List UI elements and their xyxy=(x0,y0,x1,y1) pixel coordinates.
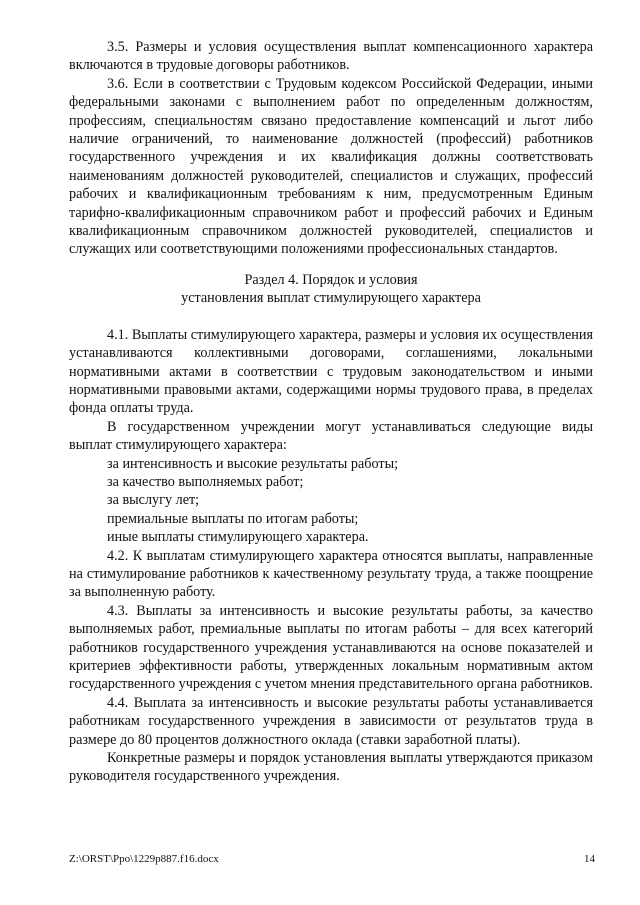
document-body xyxy=(69,38,593,786)
paragraph-types-intro: В государственном учреждении могут устанавливаться следующие виды выплат стимулирующего характера: xyxy=(69,418,593,454)
section-heading-line-1: Раздел 4. Порядок и условия xyxy=(244,271,418,288)
paragraph-4-1: 4.1. Выплаты стимулирующего характера, размеры и условия их осуществления устанавливаются коллективными договорами, соглашениями, локальными нормативными актами в соответствии с трудовым законодательством и иными нормативными правовыми актами, содержащими нормы трудового права, в пределах фонда оплаты труда. xyxy=(69,326,593,417)
paragraph-4-4: 4.4. Выплата за интенсивность и высокие результаты работы устанавливается работникам государственного учреждения в зависимости от результатов труда в размере до 80 процентов должностного оклада (ставки заработной платы). xyxy=(69,694,593,748)
paragraph-4-2: 4.2. К выплатам стимулирующего характера относятся выплаты, направленные на стимулирование работников к качественному результату труда, а также поощрение за выполненную работу. xyxy=(69,547,593,601)
page-footer xyxy=(69,853,595,866)
paragraph-3-6: 3.6. Если в соответствии с Трудовым кодексом Российской Федерации, иными федеральными законами с выполнением работ по определенным должностям, профессиям, специальностям связано предоставление компенсаций и льгот либо наличие ограничений, то наименование должностей (профессий) работников государственного учреждения и их квалификация должны соответствовать наименованиям должностей руководителей, специалистов и служащих, профессий рабочих и квалификационным требованиям к ним, предусмотренным Единым тарифно-квалификационным справочником работ и профессий рабочих и Единым квалификационным справочником должностей руководителей, специалистов и служащих или соответствующими положениями профессиональных стандартов. xyxy=(69,75,593,258)
list-item: за качество выполняемых работ; xyxy=(107,473,304,490)
footer-file-path: Z:\ORST\Ppo\1229p887.f16.docx xyxy=(69,853,219,865)
paragraph-final: Конкретные размеры и порядок установления выплаты утверждаются приказом руководителя государственного учреждения. xyxy=(69,750,593,785)
list-item: иные выплаты стимулирующего характера. xyxy=(107,529,369,546)
list-item: за выслугу лет; xyxy=(107,492,200,509)
list-item: за интенсивность и высокие результаты работы; xyxy=(107,455,399,472)
list-item: премиальные выплаты по итогам работы; xyxy=(107,510,359,527)
page-number: 14 xyxy=(584,853,595,865)
paragraph-4-3: 4.3. Выплаты за интенсивность и высокие результаты работы, за качество выполняемых работ, премиальные выплаты по итогам работы – для всех категорий работников государственного учреждения устанавливаются на основе показателей и критериев эффективности работы, утвержденных локальным нормативным актом государственного учреждения с учетом мнения представительного органа работников. xyxy=(69,602,593,693)
section-heading-line-2: установления выплат стимулирующего характера xyxy=(181,290,481,307)
paragraph-3-5: 3.5. Размеры и условия осуществления выплат компенсационного характера включаются в трудовые договоры работников. xyxy=(69,39,593,74)
